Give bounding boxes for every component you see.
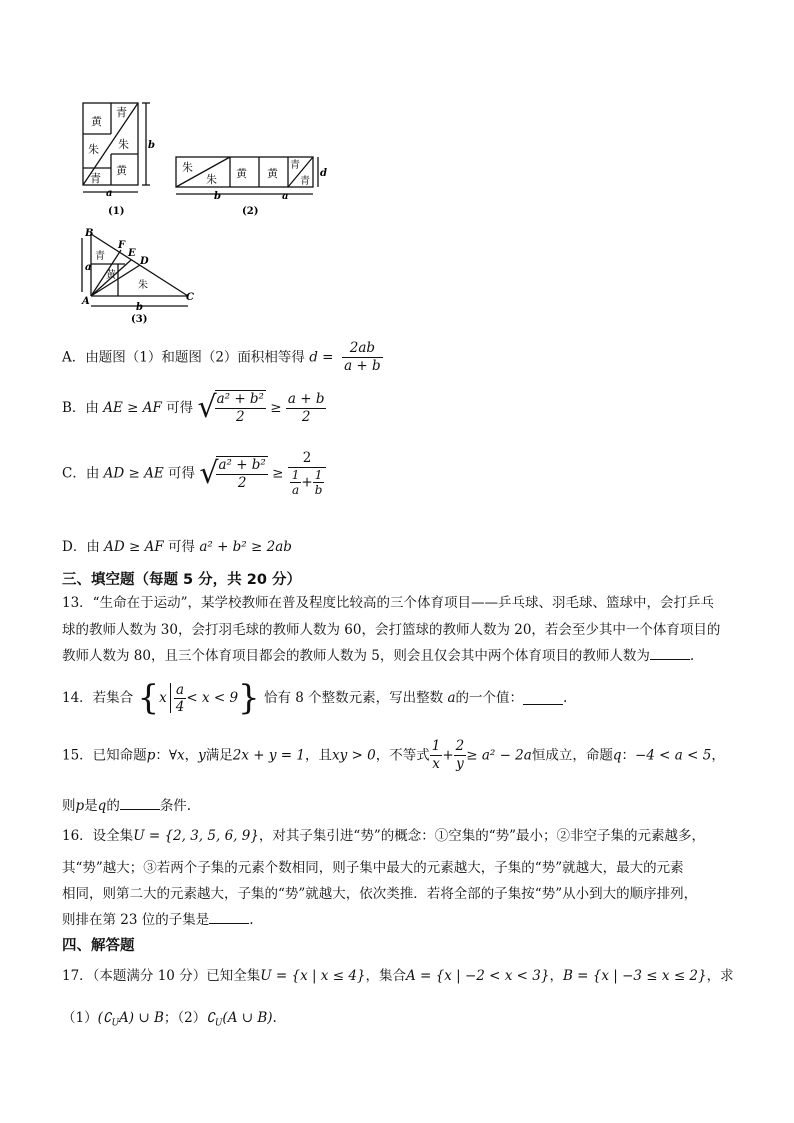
fig1-label-a: a [106, 188, 113, 199]
fig2-label-huang2: 黄 [267, 167, 278, 180]
fig3-point-D: D [140, 256, 149, 267]
option-c-den-plus: + [301, 474, 313, 491]
fig3-point-B: B [85, 228, 94, 239]
fig1-label-b: b [148, 140, 155, 151]
q17-end: . [272, 1010, 277, 1026]
option-b-rhs-num: a + b [287, 390, 325, 407]
fig3-point-C: C [186, 292, 194, 303]
fig2-label-zhu2: 朱 [206, 173, 217, 186]
q17-part1-expr: (∁ [97, 1010, 112, 1026]
option-d-condition: AD ≥ AF [104, 539, 164, 555]
fig1-label-huang-top: 黄 [91, 115, 102, 128]
q17-line2 [62, 1008, 277, 1034]
q15-t8: ， [711, 747, 725, 764]
q17-set-U: U = {x | x ≤ 4} [260, 968, 366, 984]
option-c-rad-den: 2 [216, 474, 267, 492]
fig3-label-qing: 青 [95, 251, 105, 262]
q17-part1-label: （1） [62, 1010, 98, 1026]
figure-2 [170, 152, 326, 220]
section-3-heading: 三、填空题（每题 5 分，共 20 分） [62, 572, 301, 588]
q17-sep: ；（2） [163, 1010, 207, 1026]
q16-line4 [62, 910, 254, 930]
q15-line1 [62, 738, 725, 773]
q13-line1: 13．“生命在于运动”，某学校教师在普及程度比较高的三个体育项目——乒乓球、羽毛球、篮球中，会打乒乓 [62, 595, 714, 611]
option-b-prefix: B．由 [62, 400, 99, 416]
option-b-mid: 可得 [166, 400, 194, 416]
option-c-sqrt: √ $\frac{\text{a² + b²}}{2}$ [199, 455, 266, 491]
option-a-denominator: a + b [344, 358, 381, 374]
q16-line1 [62, 826, 705, 846]
q14-set-bar [170, 683, 171, 713]
q14-suffix: 恰有 8 个整数元素，写出整数 [263, 690, 444, 706]
option-d-expression: a² + b² ≥ 2ab [199, 539, 292, 555]
fig2-label-qing2: 青 [300, 176, 310, 187]
option-b-rad-num: a² + b² [216, 391, 264, 407]
q14-prefix: 14．若集合 [62, 690, 134, 706]
q17-part1-sub: U [111, 1018, 120, 1029]
fig3-point-F: F [118, 240, 126, 251]
fig2-label-qing1: 青 [290, 160, 300, 171]
fig1-label-zhu-right: 朱 [118, 138, 129, 151]
q14-fraction [174, 682, 187, 715]
q15-line2 [62, 796, 191, 816]
fig1-label-qing-top: 青 [116, 106, 127, 119]
option-b-condition: AE ≥ AF [103, 400, 162, 416]
q14-condition-tail: < x < 9 [186, 690, 239, 706]
q17-part2-expr-tail: (A ∪ B) [222, 1010, 273, 1026]
option-a-eq: = [317, 349, 338, 366]
q15-answer-blank[interactable] [120, 796, 160, 810]
option-c-rad-num: a² + b² [218, 456, 266, 473]
q15-y: y [198, 747, 206, 764]
fig3-label-huang: 黄 [106, 270, 116, 281]
q17-t2: ， [549, 968, 563, 984]
q16-line2: 其“势”越大；③若两个子集的元素个数相同，则子集中最大的元素越大，子集的“势”就越大，最大的元素 [62, 860, 684, 876]
option-c-ge: ≥ [272, 465, 284, 482]
option-b-sqrt: √ $\frac{\text{a² + b²}}{2}$ [197, 390, 264, 425]
q15-x: x [177, 747, 185, 764]
q15-t7: ： [621, 747, 635, 764]
section-4-heading: 四、解答题 [62, 938, 135, 954]
option-c [62, 450, 326, 497]
option-b-rhs [286, 391, 327, 426]
q15-prefix: 15．已知命题 [62, 747, 147, 764]
q15-t3: 满足 [205, 747, 233, 764]
option-c-den-b-num: 1 [314, 468, 323, 482]
q16-prefix: 16．设全集 [62, 828, 134, 844]
figure-1 [76, 98, 160, 220]
q15-p: p [146, 747, 156, 764]
q15-eq2: xy > 0 [331, 747, 376, 764]
option-c-mid: 可得 [168, 465, 196, 482]
option-c-rhs-num: 2 [302, 450, 312, 466]
option-d [62, 537, 292, 557]
q13-line3 [62, 646, 694, 666]
fig2-label-d: d [320, 168, 327, 179]
q17-line1 [62, 966, 734, 986]
q13-end: . [689, 648, 695, 664]
fig3-point-E: E [128, 248, 136, 259]
q15-frac1-num: 1 [431, 738, 441, 754]
option-d-mid: 可得 [168, 539, 196, 555]
option-b-ge: ≥ [270, 400, 282, 416]
option-a-fraction [342, 340, 383, 375]
q15-plus: + [442, 747, 454, 764]
q15-t6: 恒成立，命题 [531, 747, 613, 764]
option-c-prefix: C．由 [62, 465, 100, 482]
q14-answer-blank[interactable] [523, 691, 563, 705]
q15-frac1 [430, 738, 443, 773]
q14-frac-den: 4 [175, 698, 185, 715]
q15-line2-q: q [97, 798, 107, 814]
q15-line2-p: p [75, 798, 85, 814]
q17-set-B: B = {x | −3 ≤ x ≤ 2} [562, 968, 707, 984]
option-a-numerator: 2ab [349, 340, 376, 356]
fig2-caption: (2) [242, 206, 259, 217]
option-c-rhs [288, 450, 327, 497]
q15-t1: ：∀ [155, 747, 177, 764]
option-c-den-b-den: b [314, 483, 323, 497]
q16-line4-text: 则排在第 23 位的子集是 [62, 912, 210, 928]
q14-end: . [563, 690, 568, 706]
q13-answer-blank[interactable] [650, 646, 690, 660]
q13-line2: 球的教师人数为 30，会打羽毛球的教师人数为 60，会打篮球的教师人数为 20，若会至少其中一个体育项目的 [62, 622, 721, 638]
q15-q: q [612, 747, 622, 764]
option-c-den-a-num: 1 [291, 468, 300, 482]
q17-part2-sub: U [214, 1018, 223, 1029]
fig3-caption: (3) [131, 314, 148, 325]
fig1-caption: (1) [108, 206, 125, 217]
option-a [62, 340, 383, 375]
fig3-label-b: b [136, 302, 143, 313]
option-a-var: d [309, 349, 318, 366]
q15-frac2-den: y [454, 755, 467, 773]
q17-prefix: 17．（本题满分 10 分）已知全集 [62, 968, 261, 984]
q15-line2-c: 的 [106, 798, 120, 814]
q15-line2-d: 条件. [159, 798, 192, 814]
q17-set-A: A = {x | −2 < x < 3} [406, 968, 550, 984]
q16-answer-blank[interactable] [209, 910, 249, 924]
q14-frac-num: a [176, 681, 185, 698]
q17-part2-expr: ∁ [206, 1010, 215, 1026]
q15-t2: ， [184, 747, 199, 764]
fig2-label-zhu1: 朱 [182, 161, 193, 174]
q13-line3-text: 教师人数为 80，且三个体育项目都会的教师人数为 5，则会且仅会其中两个体育项目的教师人数为 [62, 648, 650, 664]
q16-end: . [249, 912, 254, 928]
q15-t5: ，不等式 [375, 747, 430, 764]
q15-frac2 [454, 738, 467, 773]
q14-set-x: x [159, 690, 167, 706]
q14-set-brace-open: { [137, 678, 160, 718]
q17-part1-expr-tail: A) ∪ B [119, 1010, 164, 1026]
option-c-den-a-den: a [290, 482, 302, 497]
option-c-condition: AD ≥ AE [103, 465, 164, 482]
q16-line1-suffix: ，对其子集引进“势”的概念：①空集的“势”最小；②非空子集的元素越多， [258, 828, 706, 844]
option-d-prefix: D．由 [62, 539, 100, 555]
q17-t1: ，集合 [365, 968, 406, 984]
fig1-label-huang-bottom: 黄 [116, 164, 127, 177]
fig3-point-A: A [82, 296, 90, 307]
q16-universal-set: U = {2, 3, 5, 6, 9} [133, 828, 259, 844]
q14 [62, 678, 567, 718]
fig3-label-a: a [85, 262, 92, 273]
fig1-label-zhu-left: 朱 [88, 143, 99, 156]
q14-suffix2: 的一个值： [455, 690, 524, 706]
fig2-label-b: b [214, 191, 221, 202]
fig1-label-qing-bottom: 青 [90, 172, 101, 185]
figure-3 [76, 226, 206, 326]
fig2-label-a: a [282, 191, 289, 202]
q15-eq1: 2x + y = 1 [232, 747, 305, 764]
q17-t3: ，求 [706, 968, 734, 984]
fig3-label-zhu: 朱 [138, 280, 148, 291]
option-b-rad-den: 2 [215, 408, 266, 426]
option-b-rhs-den: 2 [286, 408, 327, 426]
fig2-label-huang1: 黄 [236, 167, 247, 180]
q14-a: a [447, 690, 456, 706]
q15-frac2-num: 2 [455, 738, 465, 754]
q16-line3: 相同，则第二大的元素越大，子集的“势”就越大，依次类推．若将全部的子集按“势”从小到大的顺序排列， [62, 886, 698, 902]
q15-eq3: −4 < a < 5 [634, 747, 712, 764]
q15-line2-a: 则 [62, 798, 76, 814]
q15-t4: ，且 [304, 747, 332, 764]
option-b [62, 388, 326, 428]
option-a-prefix: A．由题图（1）和题图（2）面积相等得 [62, 349, 305, 366]
q15-frac1-den: x [430, 755, 443, 773]
q15-line2-b: 是 [84, 798, 98, 814]
q14-set-brace-close: } [238, 678, 260, 718]
q15-ineq-tail: ≥ a² − 2a [466, 747, 532, 764]
